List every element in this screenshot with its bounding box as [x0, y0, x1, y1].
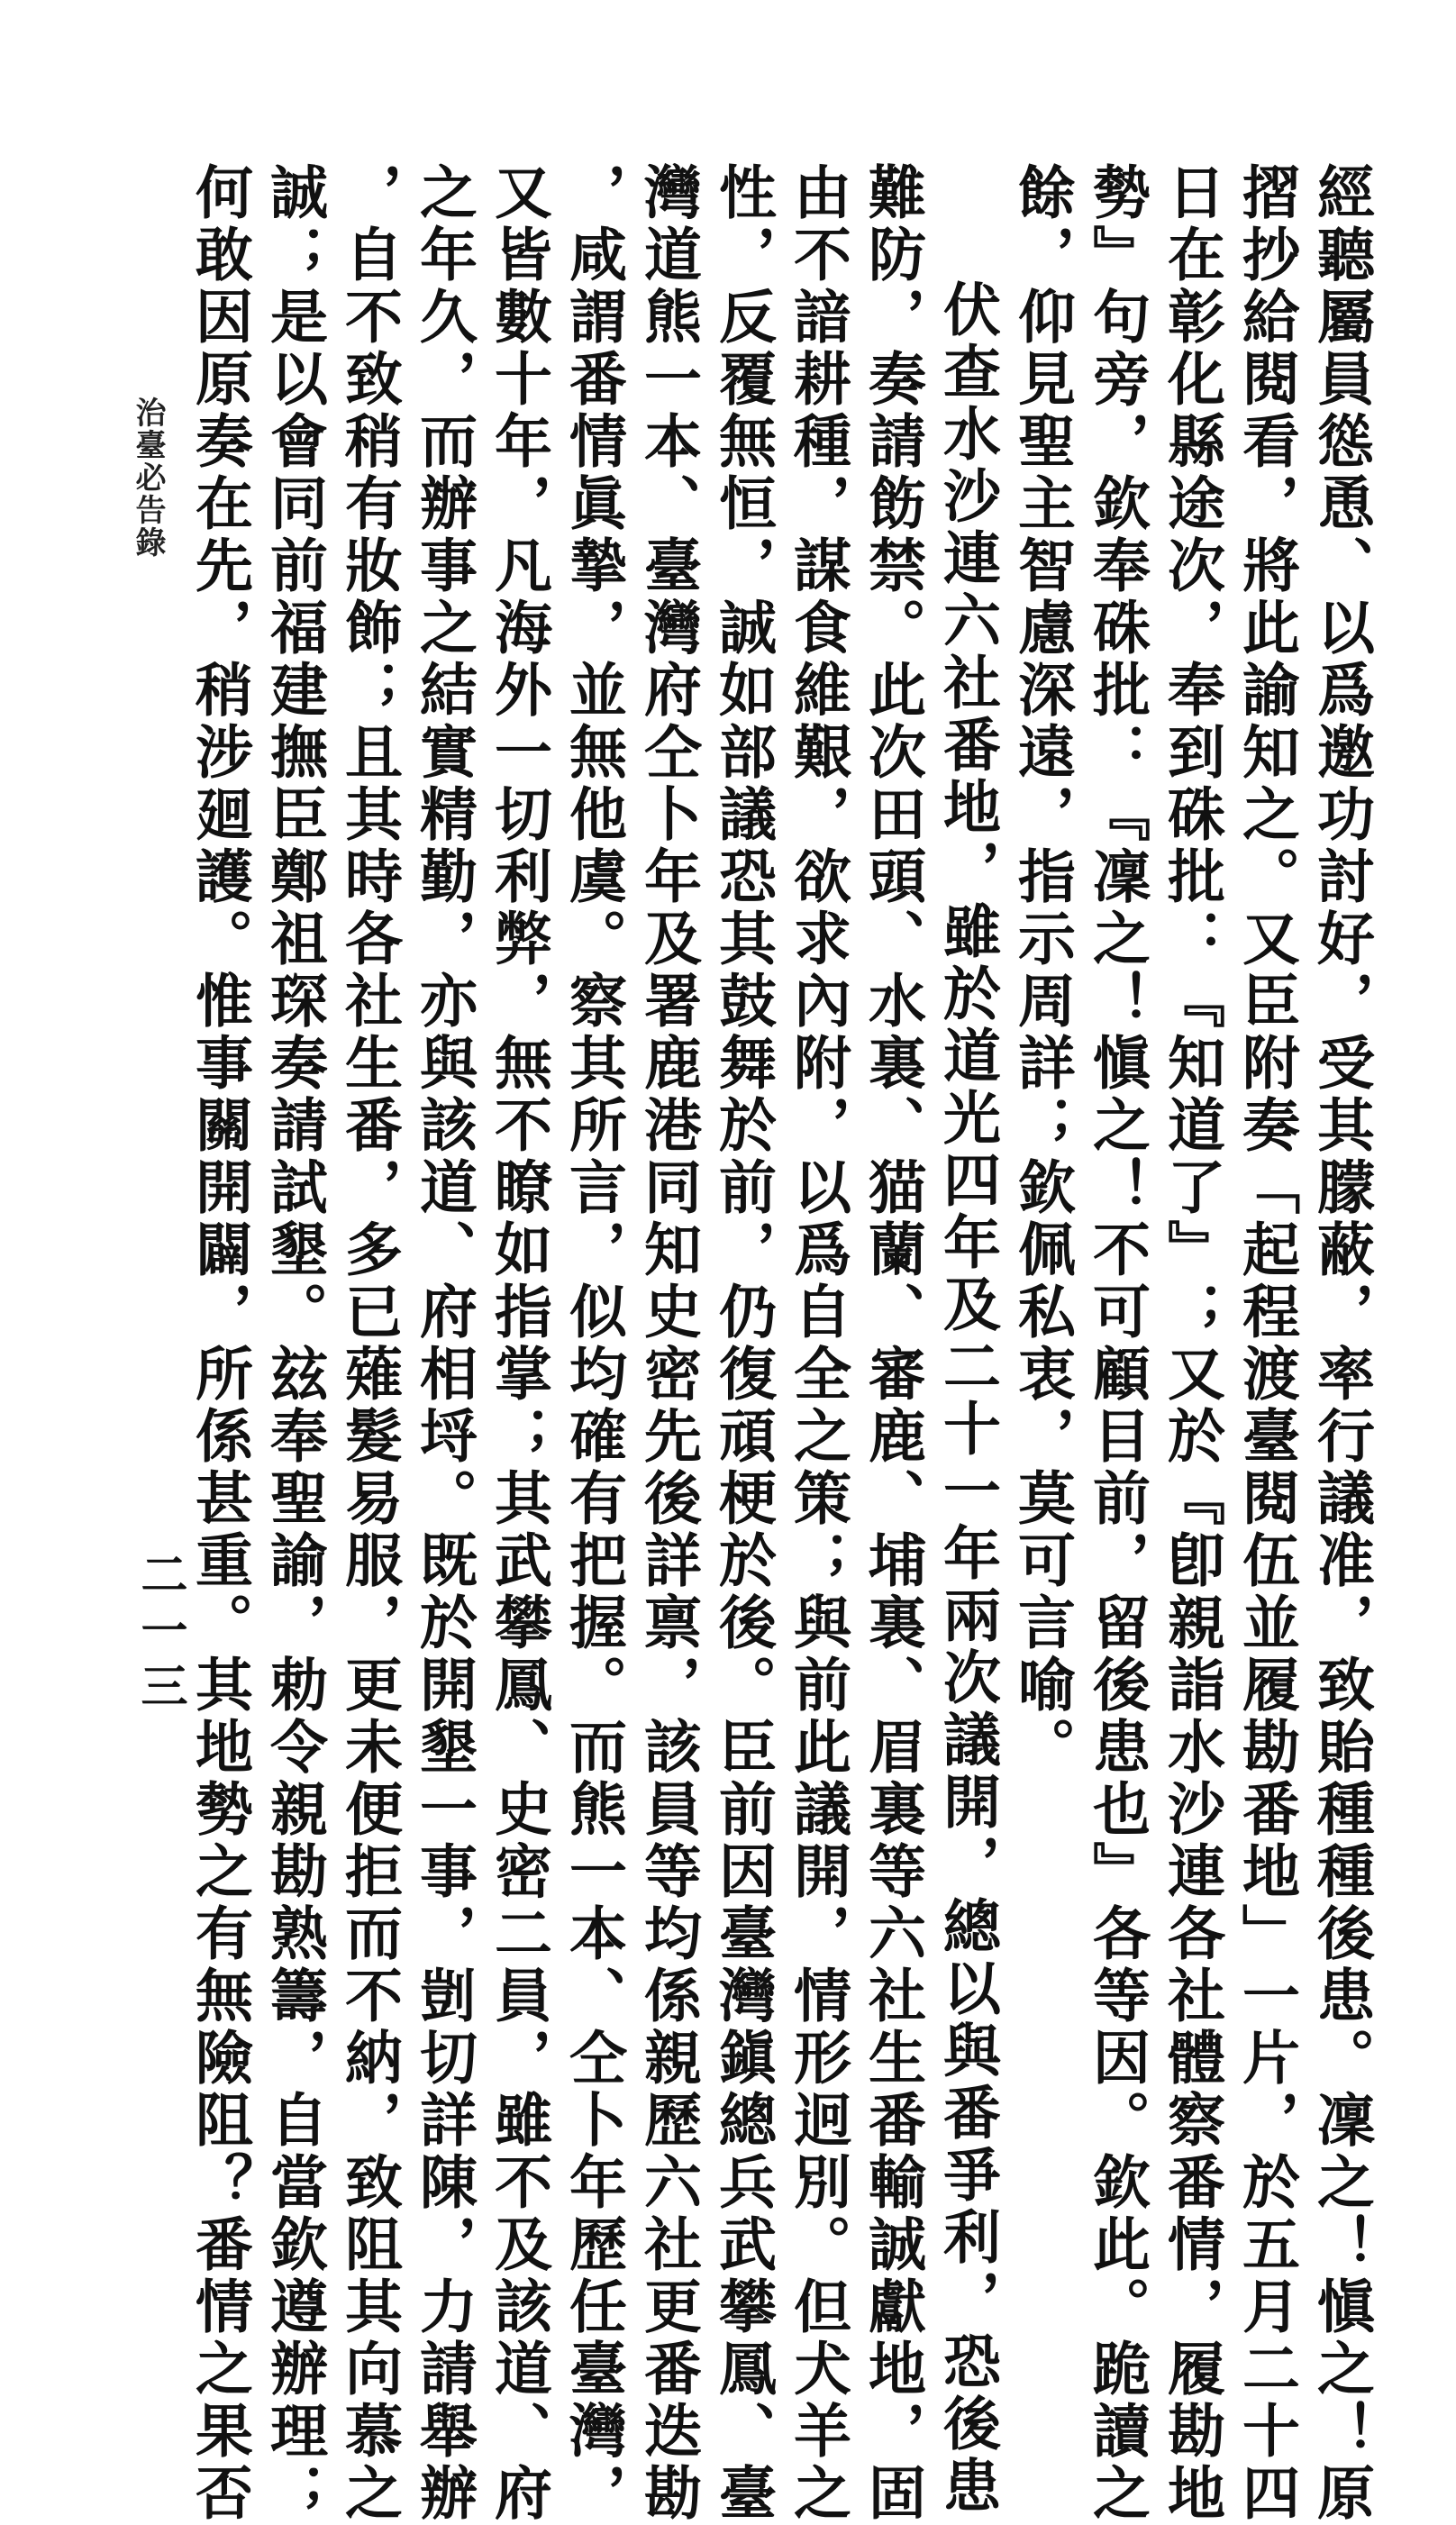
- text-column-3: 日在彰化縣途次，奉到硃批：『知道了』；又於『卽親詣水沙連各社體察番情，履勘地: [1158, 162, 1225, 2525]
- running-title: 治臺必告錄: [130, 397, 166, 559]
- text-column-12: 又皆數十年，凡海外一切利弊，無不瞭如指掌；其武攀鳳、史密二員，雖不及該道、府: [485, 162, 552, 2525]
- text-column-4: 勢』句旁，欽奉硃批：『凜之！愼之！不可顧目前，留後患也』各等因。欽此。跪讀之: [1083, 162, 1151, 2525]
- text-column-14: ，自不致稍有妝飾；且其時各社生番，多已薙髮易服，更未便拒而不納，致阻其向慕之: [335, 162, 403, 2525]
- text-column-6: 伏查水沙連六社番地，雖於道光四年及二十一年兩次議開，總以與番爭利，恐後患: [933, 279, 1001, 2518]
- text-column-2: 摺抄給閱看，將此諭知之。又臣附奏「起程渡臺閱伍並履勘番地」一片，於五月二十四: [1233, 162, 1300, 2525]
- page-number: 二一三: [132, 1550, 187, 1718]
- text-column-16: 何敢因原奏在先，稍涉廻護。惟事關開闢，所係甚重。其地勢之有無險阻？番情之果否: [186, 162, 253, 2525]
- text-column-11: ，咸謂番情眞摯，並無他虞。察其所言，似均確有把握。而熊一本、仝卜年歷任臺灣，: [560, 162, 627, 2525]
- text-column-1: 經聽屬員慫恿、以爲邀功討好，受其朦蔽，率行議准，致貽種種後患。凜之！愼之！原: [1307, 162, 1375, 2525]
- text-column-8: 由不諳耕種，謀食維艱，欲求內附，以爲自全之策；與前此議開，情形迥別。但犬羊之: [784, 162, 851, 2525]
- text-column-10: 灣道熊一本、臺灣府仝卜年及署鹿港同知史密先後詳禀，該員等均係親歷六社更番迭勘: [634, 162, 702, 2525]
- text-column-13: 之年久，而辦事之結實精勤，亦與該道、府相埒。既於開墾一事，剴切詳陳，力請舉辦: [410, 162, 478, 2525]
- text-column-5: 餘，仰見聖主智慮深遠，指示周詳；欽佩私衷，莫可言喻。: [1008, 162, 1076, 1779]
- text-column-7: 難防，奏請飭禁。此次田頭、水裏、猫蘭、審鹿、埔裏、眉裏等六社生番輸誠獻地，固: [859, 162, 926, 2525]
- text-column-15: 誠；是以會同前福建撫臣鄭祖琛奏請試墾。玆奉聖諭，勅令親勘熟籌，自當欽遵辦理；: [260, 162, 328, 2525]
- text-column-9: 性，反覆無恒，誠如部議恐其鼓舞於前，仍復頑梗於後。臣前因臺灣鎭總兵武攀鳳、臺: [709, 162, 777, 2525]
